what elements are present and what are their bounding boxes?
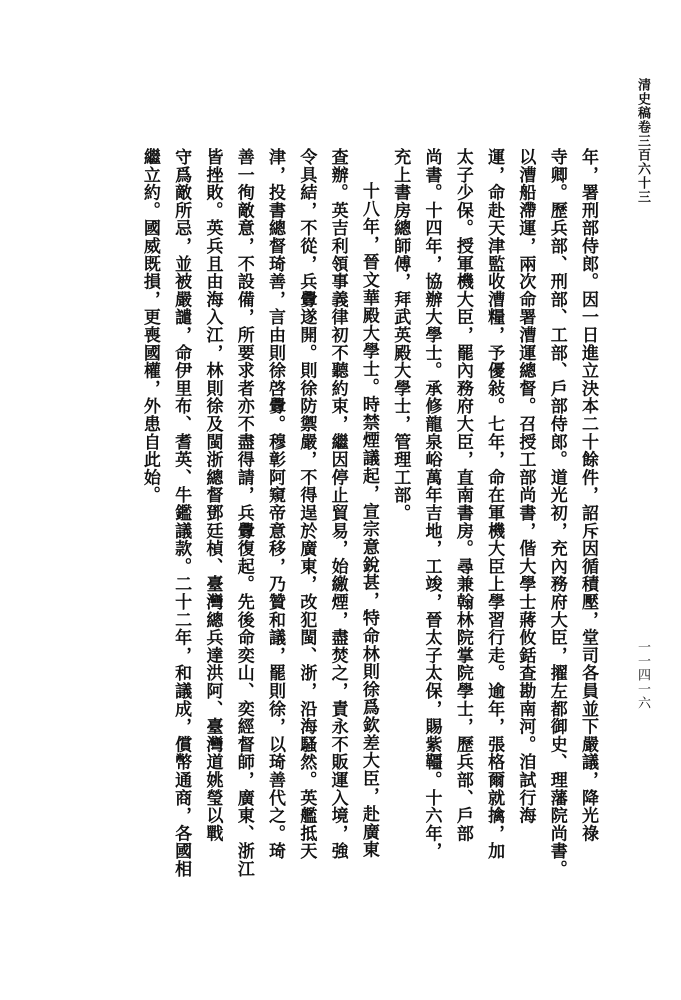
text-column: 善一徇敵意，不設備，所要求者亦不盡得請，兵釁復起。先後命奕山、奕經督師，廣東、浙江 [233,148,254,878]
vertical-text-body [63,148,603,908]
text-column: 皆挫敗。英兵且由海入江，林則徐及閩浙總督鄧廷楨、臺灣總兵達洪阿、臺灣道姚瑩以戰 [202,148,223,843]
text-column: 守爲敵所忌，並被嚴譴，命伊里布、耆英、牛鑑議款。二十二年，和議成，償幣通商，各國相 [171,148,192,878]
text-column: 十八年，晉文華殿大學士。時禁煙議起，宣宗意銳甚，特命林則徐爲欽差大臣，赴廣東 [358,182,379,859]
running-title: 清史稿卷三百六十三 [635,78,650,204]
text-column: 尚書。十四年，協辦大學士。承修龍泉峪萬年吉地，工竣，晉太子太保，賜紫韁。十六年， [421,148,442,860]
text-column: 津，投書總督琦善，言由則徐啓釁。穆彰阿窺帝意移，乃贊和議，罷則徐，以琦善代之。琦 [265,148,286,860]
text-column: 充上書房總師傅，拜武英殿大學士，管理工部。 [390,148,411,522]
text-column: 太子少保。授軍機大臣，罷內務府大臣，直南書房。尋兼翰林院掌院學士，歷兵部、戶部 [452,148,473,843]
text-column: 年，署刑部侍郎。因一日進立決本二十餘件，詔斥因循積壓，堂司各員並下嚴議，降光祿 [578,148,598,843]
text-column: 運，命赴天津監收漕糧，予優敍。七年，命在軍機大臣上學習行走。逾年，張格爾就擒，加 [484,148,505,860]
text-column: 以漕船滯運，兩次命署漕運總督。召授工部尚書，偕大學士蔣攸銛查勘南河。洎試行海 [515,148,536,825]
text-column: 寺卿。歷兵部、刑部、工部、戶部侍郎。道光初，充內務府大臣，擢左都御史、理藩院尚書。 [546,148,567,878]
page-number: 一一四一六 [635,640,650,710]
text-column: 查辦。英吉利領事義律初不聽約束，繼因停止貿易，始繳煙，盡焚之，責永不販運入境，強 [327,148,348,860]
text-column: 令具結，不從，兵釁遂開。則徐防禦嚴，不得逞於廣東，改犯閩、浙，沿海騷然。英艦抵天 [296,148,317,860]
text-column: 繼立約。國威既損，更喪國權，外患自此始。 [139,148,160,504]
